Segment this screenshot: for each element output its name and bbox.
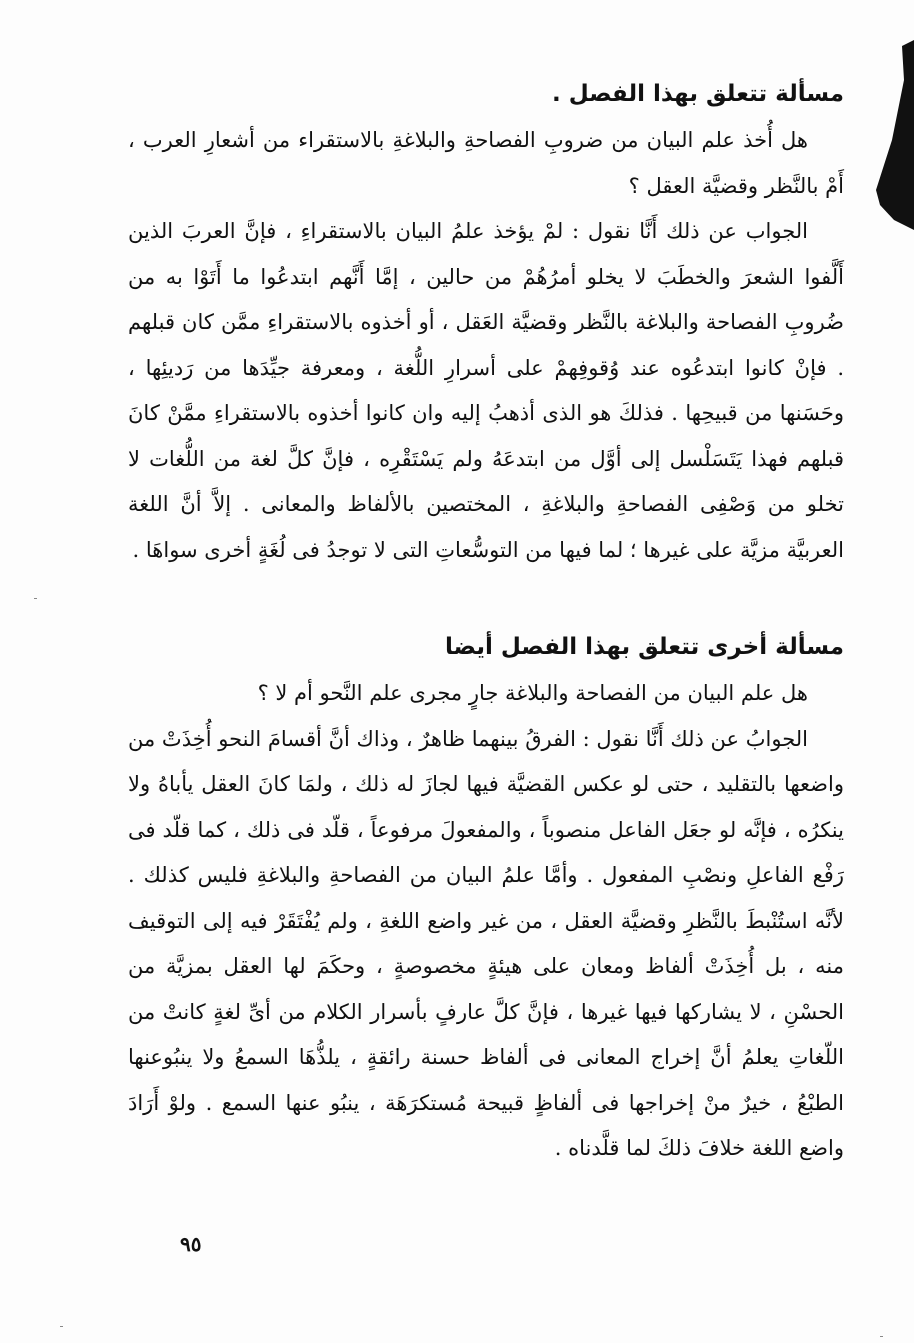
section-gap xyxy=(128,573,844,623)
scan-speck xyxy=(34,598,37,599)
section1-heading: مسألة تتعلق بهذا الفصل . xyxy=(551,81,844,107)
scan-speck xyxy=(880,1336,883,1337)
section2-question: هل علم البيان من الفصاحة والبلاغة جارٍ مجرى علم النَّحو أم لا ؟ xyxy=(257,681,808,705)
page-number: ٩٥ xyxy=(180,1232,202,1256)
page-text xyxy=(128,70,844,1172)
section1-question: هل أُخذ علم البيان من ضروبِ الفصاحةِ والبلاغةِ بالاستقراء من أشعارِ العرب ، أَمْ بالنَّظر وقضيَّة العقل ؟ xyxy=(128,128,844,198)
section2-heading: مسألة أخرى تتعلق بهذا الفصل أيضا xyxy=(445,634,844,660)
section2-answer: الجوابُ عن ذلك أَنَّا نقول : الفرقُ بينهما ظاهرٌ ، وذاك أنَّ أقسامَ النحو أُخِذَتْ من واضعها بالتقليد ، حتى لو عكس القضيَّة فيها لجازَ له ذلك ، ولمَا كانَ العقل يأباهُ ولا ينكرُه ، فإنَّه لو جعَل الفاعل منصوباً ، والمفعولَ مرفوعاً ، قلّد فى ذلك ، كما قلّد فى رَفْع الفاعلِ ونصْبِ المفعول . وأمَّا علمُ البيان من الفصاحةِ والبلاغةِ فليس كذلك . لأنَّه استُنْبطَ بالنَّظرِ وقضيَّة العقل ، من غير واضع اللغةِ ، ولم يُفْتَقَرْ فيه إلى التوقيف منه ، بل أُخِذَتْ ألفاظ ومعان على هيئةٍ مخصوصةٍ ، وحكَمَ لها العقل بمزيَّة من الحسْنِ ، لا يشاركها فيها غيرها ، فإنَّ كلَّ عارفٍ بأسرار الكلام من أىِّ لغةٍ كانتْ من اللّغاتِ يعلمُ أنَّ إخراج المعانى فى ألفاظ حسنة رائقةٍ ، يلذُّهَا السمعُ ولا ينبُوعنها الطبْعُ ، خيرٌ منْ إخراجها فى ألفاظٍ قبيحة مُستكرَهَة ، ينبُو عنها السمع . ولوْ أَرَادَ واضع اللغة خلافَ ذلكَ لما قلَّدناه . xyxy=(128,726,844,1160)
section1-answer: الجواب عن ذلك أَنَّا نقول : لمْ يؤخذ علمُ البيان بالاستقراءِ ، فإنَّ العربَ الذين أَلَّفوا الشعرَ والخطَبَ لا يخلو أمرُهُمْ من حالين ، إمَّا أَنَّهم ابتدعُوا ما أَتَوْا به من ضُروبِ الفصاحة والبلاغة بالنَّظر وقضيَّة العَقل ، أو أخذوه بالاستقراءِ ممَّن كان قبلهم . فإنْ كانوا ابتدعُوه عند وُقوفِهمْ على أسرارِ اللُّغة ، ومعرفة جيِّدَها من رَديئِها ، وحَسَنها من قبيحِها . فذلكَ هو الذى أذهبُ إليه وان كانوا أخذوه بالاستقراءِ ممَّنْ كانَ قبلهم فهذا يَتَسَلْسل إلى أوَّل من ابتدعَهُ ولم يَسْتَقْرِه ، فإنَّ كلَّ لغة من اللُّغات لا تخلو من وَصْفِى الفصاحةِ والبلاغةِ ، المختصين بالألفاظ والمعانى . إلاَّ أنَّ اللغة العربيَّة مزيَّة على غيرها ؛ لما فيها من التوسُّعاتِ التى لا توجدُ فى لُغَةٍ أخرى سواهَا . xyxy=(128,219,844,562)
scan-speck xyxy=(60,1326,63,1327)
